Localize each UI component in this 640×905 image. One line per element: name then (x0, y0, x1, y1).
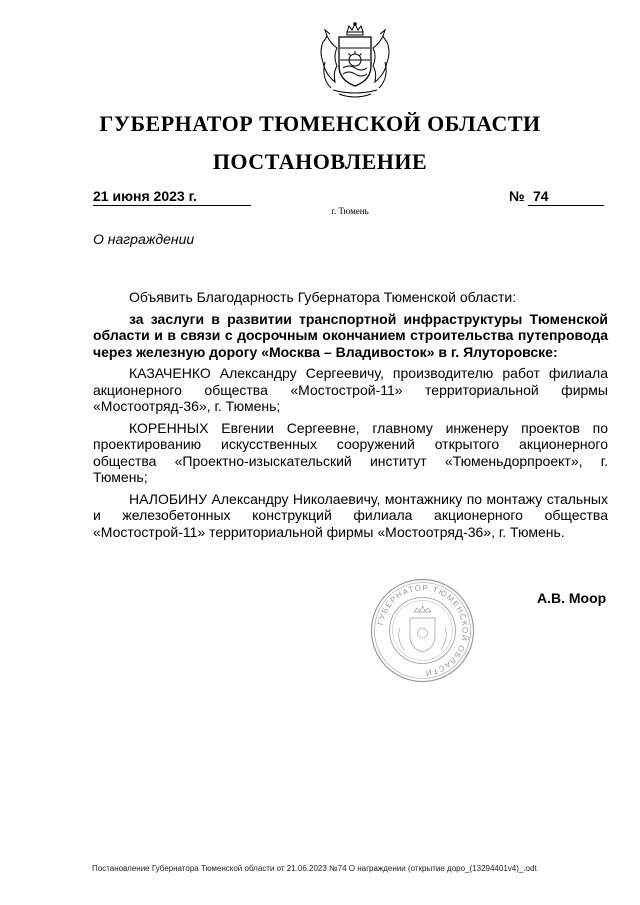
number-sign: № (509, 188, 525, 204)
awardee-paragraph: НАЛОБИНУ Александру Николаевичу, монтажнику по монтажу стальных и железобетонных конструкций филиала акционерного общества «Мостострой-11» территориальной фирмы «Мостоотряд-36», г. Тюмень. (93, 490, 608, 540)
signer-name: А.В. Моор (537, 590, 607, 606)
document-footer: Постановление Губернатора Тюменской области от 21.06.2023 №74 О награждении (открытие доро_(13294401v4)_.odt (92, 864, 537, 873)
merit-paragraph: за заслуги в развитии транспортной инфраструктуры Тюменской области и в связи с досрочным окончанием строительства путепровода через железную дорогу «Москва – Владивосток» в г. Ялуторовске: (93, 310, 608, 360)
awardee-paragraph: КОРЕННЫХ Евгении Сергеевне, главному инженеру проектов по проектированию искусственных сооружений открытого акционерного общества «Проектно-изыскательский институт «Тюменьдорпроект», г. Тюмень; (93, 419, 608, 485)
issuer-title: ГУБЕРНАТОР ТЮМЕНСКОЙ ОБЛАСТИ (99, 111, 541, 136)
document-number: 74 (533, 188, 549, 204)
seal-text: ГУБЕРНАТОР ТЮМЕНСКОЙ ОБЛАСТИ (375, 583, 470, 678)
document-body (93, 289, 608, 545)
document-city: г. Тюмень (331, 206, 369, 216)
document-subject: О награждении (93, 231, 195, 247)
official-seal-icon (370, 578, 475, 683)
awardee-paragraph: КАЗАЧЕНКО Александру Сергеевичу, производителю работ филиала акционерного общества «Мостострой-11» территориальной фирмы «Мостоотряд-36», г. Тюмень; (93, 365, 608, 414)
document-type: ПОСТАНОВЛЕНИЕ (212, 149, 428, 174)
intro-paragraph: Объявить Благодарность Губернатора Тюменской области: (129, 289, 517, 305)
document-date: 21 июня 2023 г. (93, 188, 197, 204)
coat-of-arms-icon (313, 22, 397, 102)
